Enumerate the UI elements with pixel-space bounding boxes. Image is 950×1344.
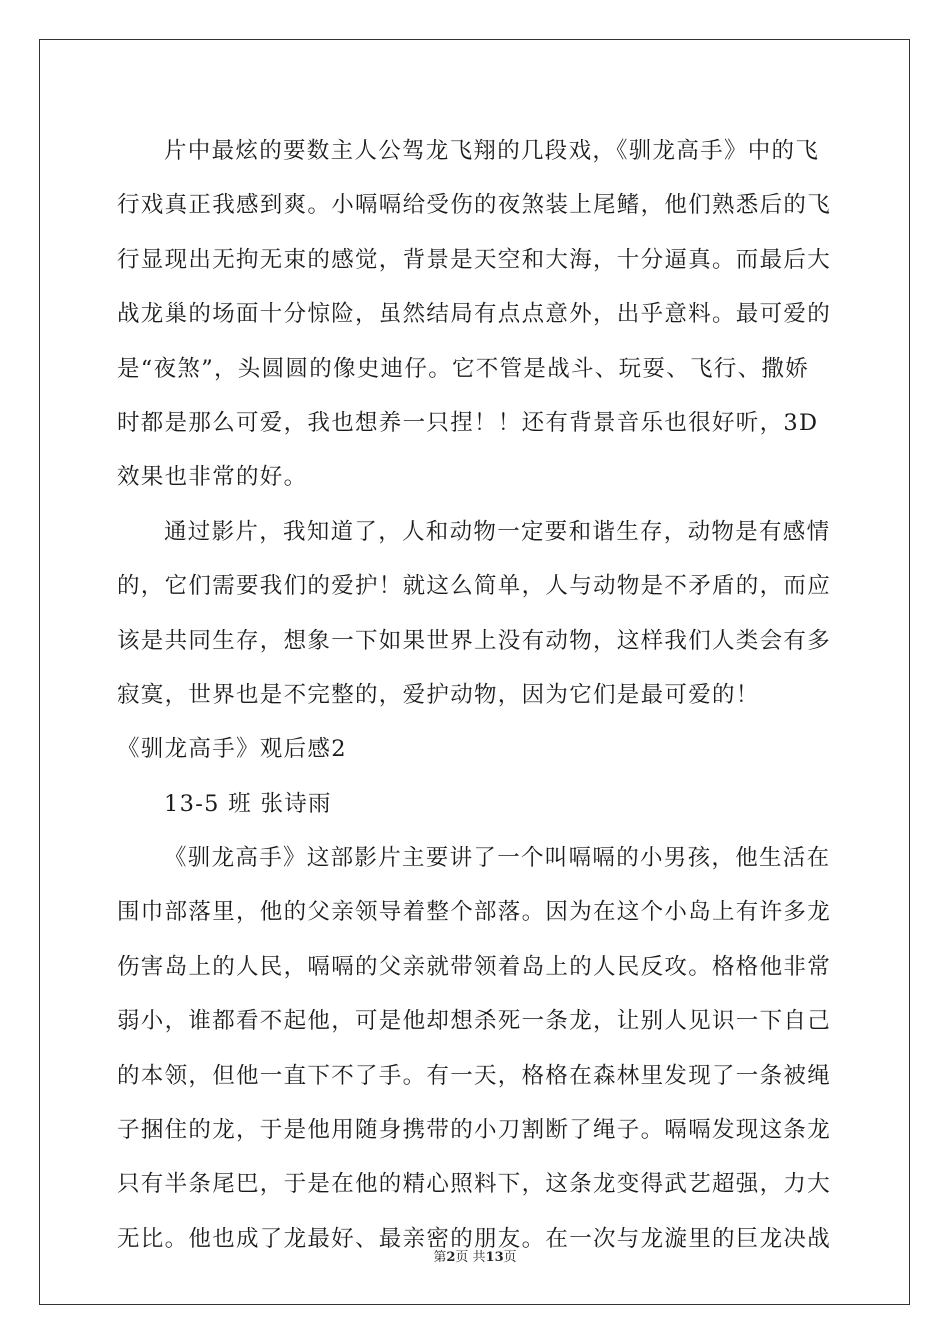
page-number: 2 [446, 1250, 456, 1265]
text-line: 效果也非常的好。 [117, 464, 308, 491]
text-line: 无比。他也成了龙最好、最亲密的朋友。在一次与龙漩里的巨龙决战 [117, 1225, 832, 1252]
text-line: 弱小，谁都看不起他，可是他却想杀死一条龙，让别人见识一下自己 [117, 1008, 832, 1035]
text-line: 该是共同生存，想象一下如果世界上没有动物，这样我们人类会有多 [117, 627, 832, 654]
text-line: 的，它们需要我们的爱护！就这么简单，人与动物是不矛盾的，而应 [117, 573, 832, 600]
text-line: 伤害岛上的人民，嗝嗝的父亲就带领着岛上的人民反攻。格格他非常 [117, 953, 832, 980]
text-line: 行戏真正我感到爽。小嗝嗝给受伤的夜煞装上尾鳍，他们熟悉后的飞 [117, 192, 832, 219]
paragraph-2 [117, 505, 833, 723]
total-pages: 13 [485, 1250, 504, 1265]
footer-suffix: 页 [503, 1250, 517, 1265]
text-line: 寂寞，世界也是不完整的，爱护动物，因为它们是最可爱的！ [117, 681, 760, 708]
text-line: 时都是那么可爱，我也想养一只捏！！还有背景音乐也很好听，3D [117, 409, 819, 436]
section-title: 《驯龙高手》观后感2 [117, 736, 347, 763]
author-line: 13-5 班 张诗雨 [164, 790, 332, 817]
text-line: 围巾部落里，他的父亲领导着整个部落。因为在这个小岛上有许多龙 [117, 899, 832, 926]
text-line: 的本领，但他一直下不了手。有一天，格格在森林里发现了一条被绳 [117, 1062, 832, 1089]
text-line: 片中最炫的要数主人公驾龙飞翔的几段戏，《驯龙高手》中的飞 [164, 138, 820, 164]
text-line: 《驯龙高手》这部影片主要讲了一个叫嗝嗝的小男孩，他生活在 [164, 845, 831, 872]
footer-mid: 页 共 [455, 1250, 486, 1265]
text-line: 是“夜煞”，头圆圆的像史迪仔。它不管是战斗、玩耍、飞行、撒娇 [117, 355, 810, 382]
document-body [117, 124, 833, 1266]
paragraph-3 [117, 831, 833, 1266]
page-footer [0, 1246, 950, 1265]
text-line: 行显现出无拘无束的感觉，背景是天空和大海，十分逼真。而最后大 [117, 246, 832, 273]
paragraph-1 [117, 124, 833, 505]
text-line: 战龙巢的场面十分惊险，虽然结局有点点意外，出乎意料。最可爱的 [117, 301, 832, 328]
text-line: 子捆住的龙，于是他用随身携带的小刀割断了绳子。嗝嗝发现这条龙 [117, 1117, 832, 1144]
text-line: 只有半条尾巴，于是在他的精心照料下，这条龙变得武艺超强，力大 [117, 1171, 832, 1198]
footer-prefix: 第 [433, 1250, 447, 1265]
text-line: 通过影片，我知道了，人和动物一定要和谐生存，动物是有感情 [164, 518, 831, 545]
